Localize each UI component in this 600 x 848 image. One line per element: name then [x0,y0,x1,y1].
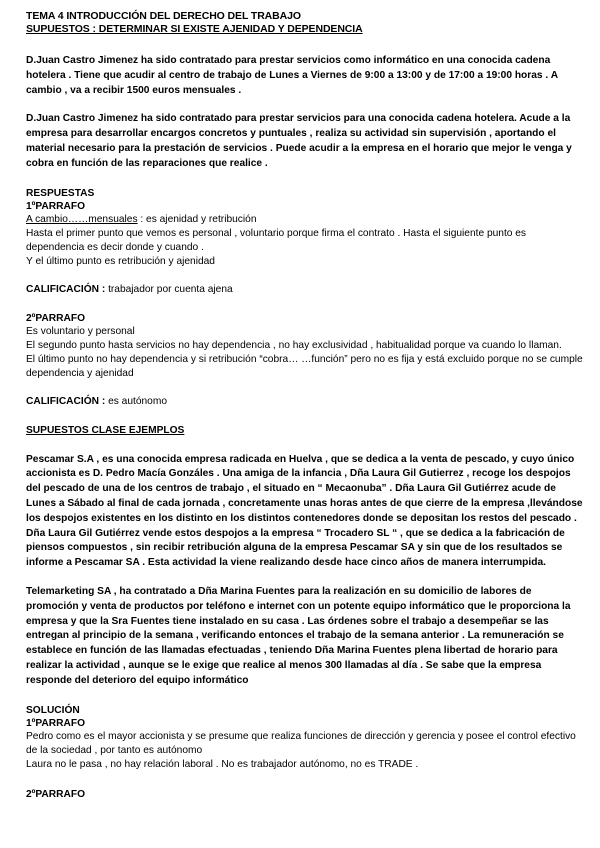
case-1-text: D.Juan Castro Jimenez ha sido contratado para prestar servicios como informático en una conocida cadena hotelera . Tiene que acudir al centro de trabajo de Lunes a Viernes de 9:00 a 13:00 y de 17:00 a 19:00 horas . A cambio , va a recibir 1500 euros mensuales . [26,55,558,96]
calification-label: CALIFICACIÓN : [26,283,106,295]
solution-p1-line: Pedro como es el mayor accionista y se presume que realiza funciones de dirección y gerencia y posee el control efectivo de la sociedad , por tanto es autónomo [26,730,576,756]
solution-heading: SOLUCIÓN [26,704,80,716]
calification-value: trabajador por cuenta ajena [108,283,233,295]
answer-p2-line: El segundo punto hasta servicios no hay dependencia , no hay exclusividad , habitualidad porque va cuando lo llaman. [26,339,562,351]
answer-p1-link-rest: : es ajenidad y retribución [140,213,257,225]
answer-p1-calification [26,283,586,297]
solution-p1-line: Laura no le pasa , no hay relación laboral . No es trabajador autónomo, no es TRADE . [26,758,419,770]
example-2-text: Telemarketing SA , ha contratado a Dña Marina Fuentes para la realización en su domicilio de labores de promoción y venta de productos por teléfono e internet con un potente equipo informático que le proporciona la empresa y que la Sra Fuentes tiene instalado en su casa . Las órdenes sobre el trabajo a desempeñar se las entregan al principio de la semana , verificando entonces el trabajo de la semana anterior . La remuneración se establece en función de las llamadas efectuadas , teniendo Dña Marina Fuentes plena libertad de horario para realizar la actividad , aunque se le exige que realice al menos 300 llamadas al día . Se sabe que la empresa responde del deterioro del equipo informático [26,585,571,686]
calification-label: CALIFICACIÓN : [26,395,106,407]
doc-title: TEMA 4 INTRODUCCIÓN DEL DERECHO DEL TRABAJO [26,10,301,22]
answer-p1-link: A cambio……mensuales [26,213,138,225]
answer-p2-line: El último punto no hay dependencia y si retribución “cobra… …función” pero no es fija y está excluido porque no se cumple dependencia y ajenidad [26,353,583,379]
answer-p1-line: Hasta el primer punto que vemos es personal , voluntario porque firma el contrato . Hasta el siguiente punto es dependencia es decir donde y cuando . [26,227,527,253]
answers-heading: RESPUESTAS [26,187,95,199]
calification-value: es autónomo [108,395,167,407]
doc-subtitle: SUPUESTOS : DETERMINAR SI EXISTE AJENIDAD Y DEPENDENCIA [26,23,363,35]
example-1-text: Pescamar S.A , es una conocida empresa radicada en Huelva , que se dedica a la venta de pescado, y cuyo único accionista es D. Pedro Macía Gonzáles . Una amiga de la infancia , Dña Laura Gil Gutierrez , recoge los despojos del pescado de una de los centros de trabajo , el situado en “ Mecaonuba” . Dña Laura Gil Gutiérrez acude de Lunes a Sábado al final de cada jornada , concretamente unas horas antes de que cierre de la empresa ,llevándose los despojos existentes en los distinto en los distintos contenedores donde se depositan los restos del pescado . Dña Laura Gil Gutiérrez vende estos despojos a la empresa “ Trocadero SL “ , que se dedica a la fabricación de piensos compuestos , sin recibir retribución alguna de la empresa Pescamar SA y sin que de los resultados se informe a Pescamar SA . Esta actividad la viene realizando desde hace cinco años de manera interrumpida. [26,453,583,569]
document-page [26,10,586,801]
answer-p1-label: 1ºPARRAFO [26,200,86,212]
solution-p1-label: 1ºPARRAFO [26,717,86,729]
answer-p2-calification [26,395,586,409]
answer-p2-label: 2ºPARRAFO [26,312,86,324]
answer-p2-line: Es voluntario y personal [26,325,135,337]
solution-p2-label: 2ºPARRAFO [26,788,86,800]
answer-p1-line: Y el último punto es retribución y ajenidad [26,255,215,267]
examples-heading: SUPUESTOS CLASE EJEMPLOS [26,424,185,436]
answer-p1-intro [26,213,586,227]
case-2-text: D.Juan Castro Jimenez ha sido contratado para prestar servicios para una conocida cadena hotelera. Acude a la empresa para desarrollar encargos concretos y puntuales , realiza su actividad sin supervisión , aportando el material necesario para la prestación de servicios . Puede acudir a la empresa en el horario que mejor le venga y cobra en función de las reparaciones que realice . [26,113,572,169]
